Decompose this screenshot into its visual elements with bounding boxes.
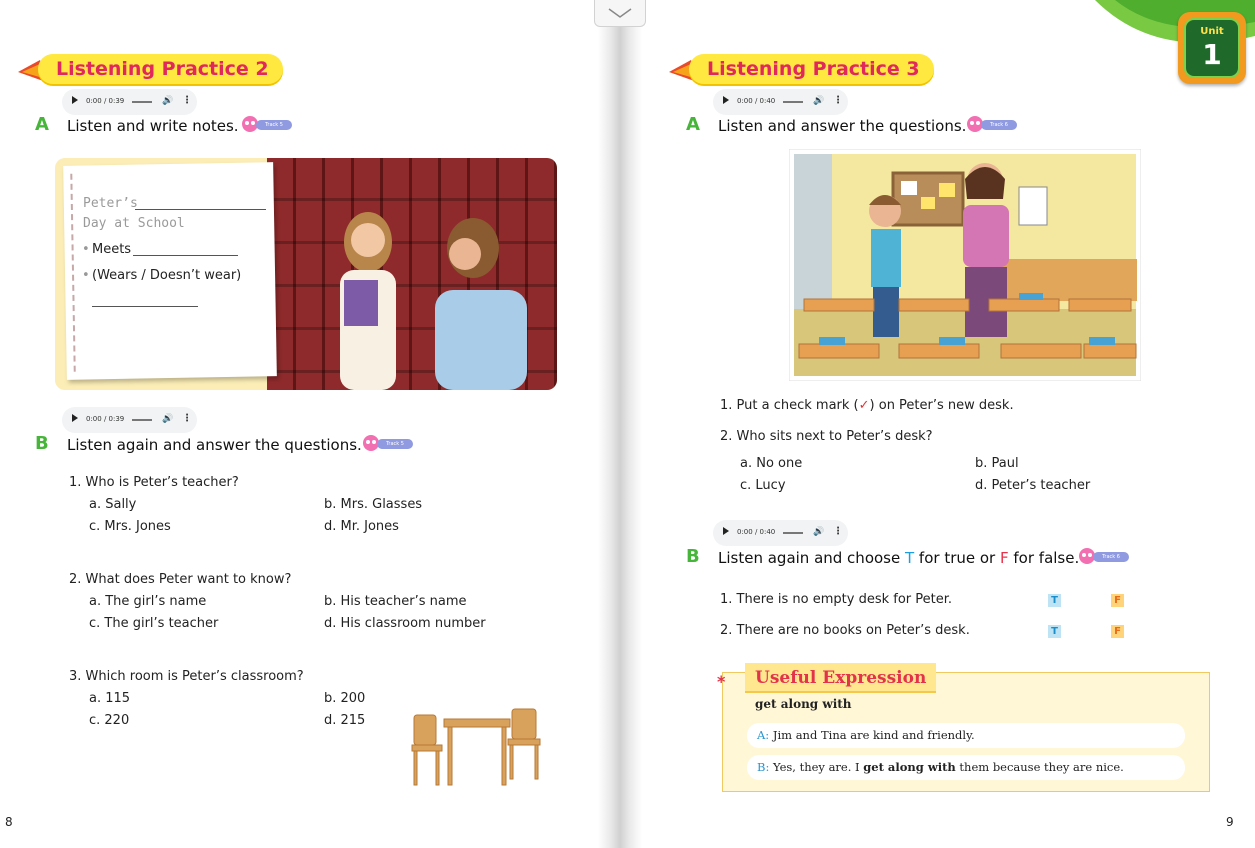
play-icon[interactable] bbox=[72, 414, 78, 422]
notepad-binding bbox=[70, 174, 75, 372]
section-a-letter: A bbox=[35, 114, 49, 135]
unit-number: 1 bbox=[1202, 38, 1222, 71]
q1-text-end: ) on Peter’s new desk. bbox=[869, 398, 1014, 413]
note-bullet-wears: (Wears / Doesn’t wear) bbox=[92, 268, 242, 283]
bullet-dot-icon: • bbox=[82, 242, 90, 257]
unit-label: Unit bbox=[1200, 26, 1224, 37]
unit-badge bbox=[1178, 12, 1246, 84]
boy-figure bbox=[415, 214, 535, 390]
section-a-title: Listen and answer the questions. bbox=[718, 117, 967, 135]
option-1b[interactable]: b. Mrs. Glasses bbox=[324, 497, 423, 512]
play-icon[interactable] bbox=[723, 527, 729, 535]
note-bullet-meets: Meets bbox=[92, 242, 132, 257]
question-3: 3. Which room is Peter’s classroom? bbox=[69, 669, 304, 684]
page-number-left: 8 bbox=[5, 815, 13, 829]
note-line-1: Peter’s bbox=[83, 196, 138, 211]
banner-title: Listening Practice 3 bbox=[689, 54, 934, 84]
dialogue-line-b: B: Yes, they are. I get along with them because they are nice. bbox=[747, 755, 1185, 780]
section-b-title: Listen again and answer the questions. bbox=[67, 436, 362, 454]
option-3b[interactable]: b. 200 bbox=[324, 691, 366, 706]
audio-time: 0:00 / 0:40 bbox=[737, 528, 776, 536]
audio-player-b[interactable] bbox=[62, 407, 197, 433]
audio-player-a[interactable] bbox=[62, 89, 197, 115]
option-2b[interactable]: b. His teacher’s name bbox=[324, 594, 467, 609]
true-box-1[interactable]: T bbox=[1048, 594, 1061, 607]
answer-blank-3[interactable] bbox=[92, 306, 198, 307]
option-2a[interactable]: a. The girl’s name bbox=[89, 594, 207, 609]
option-1c[interactable]: c. Mrs. Jones bbox=[89, 519, 171, 534]
option-1a[interactable]: a. Sally bbox=[89, 497, 137, 512]
section-a-title: Listen and write notes. bbox=[67, 117, 239, 135]
right-option-d[interactable]: d. Peter’s teacher bbox=[975, 478, 1091, 493]
option-3c[interactable]: c. 220 bbox=[89, 713, 130, 728]
right-option-c[interactable]: c. Lucy bbox=[740, 478, 786, 493]
page-gutter bbox=[598, 0, 642, 848]
right-option-b[interactable]: b. Paul bbox=[975, 456, 1019, 471]
more-options-icon[interactable]: ⋮ bbox=[833, 95, 843, 106]
section-b-letter: B bbox=[35, 433, 49, 454]
option-1d[interactable]: d. Mr. Jones bbox=[324, 519, 399, 534]
banner-title: Listening Practice 2 bbox=[38, 54, 283, 84]
section-a-letter: A bbox=[686, 114, 700, 135]
table-and-chairs-image bbox=[408, 705, 546, 789]
track-6-icon[interactable]: Track 6 bbox=[1079, 546, 1131, 568]
false-box-1[interactable]: F bbox=[1111, 594, 1124, 607]
q1-text-start: 1. Put a check mark ( bbox=[720, 398, 859, 413]
page-number-right: 9 bbox=[1226, 815, 1234, 829]
volume-icon[interactable]: 🔊 bbox=[813, 527, 825, 537]
tf-statement-1: 1. There is no empty desk for Peter. bbox=[720, 592, 953, 607]
right-question-1 bbox=[720, 398, 1014, 413]
option-3a[interactable]: a. 115 bbox=[89, 691, 131, 706]
audio-player-d[interactable] bbox=[713, 520, 848, 546]
useful-expression-phrase: get along with bbox=[755, 697, 852, 711]
chevron-down-icon bbox=[607, 6, 633, 20]
useful-expression-title: Useful Expression bbox=[745, 663, 936, 693]
more-options-icon[interactable]: ⋮ bbox=[182, 95, 192, 106]
audio-time: 0:00 / 0:39 bbox=[86, 97, 125, 105]
audio-seek-bar[interactable] bbox=[783, 532, 803, 534]
girl-figure bbox=[320, 206, 410, 390]
track-5-icon[interactable]: Track 5 bbox=[242, 114, 294, 136]
volume-icon[interactable]: 🔊 bbox=[162, 414, 174, 424]
option-2d[interactable]: d. His classroom number bbox=[324, 616, 486, 631]
collapse-toolbar-button[interactable] bbox=[594, 0, 646, 27]
question-1: 1. Who is Peter’s teacher? bbox=[69, 475, 239, 490]
option-3d[interactable]: d. 215 bbox=[324, 713, 366, 728]
true-box-2[interactable]: T bbox=[1048, 625, 1061, 638]
bullet-dot-icon: • bbox=[82, 268, 90, 283]
tf-statement-2: 2. There are no books on Peter’s desk. bbox=[720, 623, 970, 638]
false-box-2[interactable]: F bbox=[1111, 625, 1124, 638]
track-5-icon[interactable]: Track 5 bbox=[363, 433, 415, 455]
volume-icon[interactable]: 🔊 bbox=[813, 96, 825, 106]
more-options-icon[interactable]: ⋮ bbox=[833, 526, 843, 537]
answer-blank-2[interactable] bbox=[133, 255, 238, 256]
volume-icon[interactable]: 🔊 bbox=[162, 96, 174, 106]
audio-time: 0:00 / 0:40 bbox=[737, 97, 776, 105]
right-question-2: 2. Who sits next to Peter’s desk? bbox=[720, 429, 933, 444]
section-b-letter: B bbox=[686, 546, 700, 567]
check-mark-icon: ✓ bbox=[858, 398, 870, 413]
play-icon[interactable] bbox=[723, 96, 729, 104]
right-option-a[interactable]: a. No one bbox=[740, 456, 803, 471]
section-b-title: Listen again and choose T for true or F for false. bbox=[718, 549, 1080, 567]
dialogue-line-a: A: Jim and Tina are kind and friendly. bbox=[747, 723, 1185, 748]
track-6-icon[interactable]: Track 6 bbox=[967, 114, 1019, 136]
note-line-2: Day at School bbox=[83, 216, 185, 231]
audio-player-c[interactable] bbox=[713, 89, 848, 115]
audio-seek-bar[interactable] bbox=[132, 419, 152, 421]
audio-seek-bar[interactable] bbox=[132, 101, 152, 103]
question-2: 2. What does Peter want to know? bbox=[69, 572, 292, 587]
audio-time: 0:00 / 0:39 bbox=[86, 415, 125, 423]
option-2c[interactable]: c. The girl’s teacher bbox=[89, 616, 219, 631]
answer-blank-1[interactable] bbox=[135, 209, 266, 210]
more-options-icon[interactable]: ⋮ bbox=[182, 413, 192, 424]
audio-seek-bar[interactable] bbox=[783, 101, 803, 103]
play-icon[interactable] bbox=[72, 96, 78, 104]
star-icon: * bbox=[717, 672, 726, 691]
classroom-illustration[interactable] bbox=[789, 149, 1141, 381]
